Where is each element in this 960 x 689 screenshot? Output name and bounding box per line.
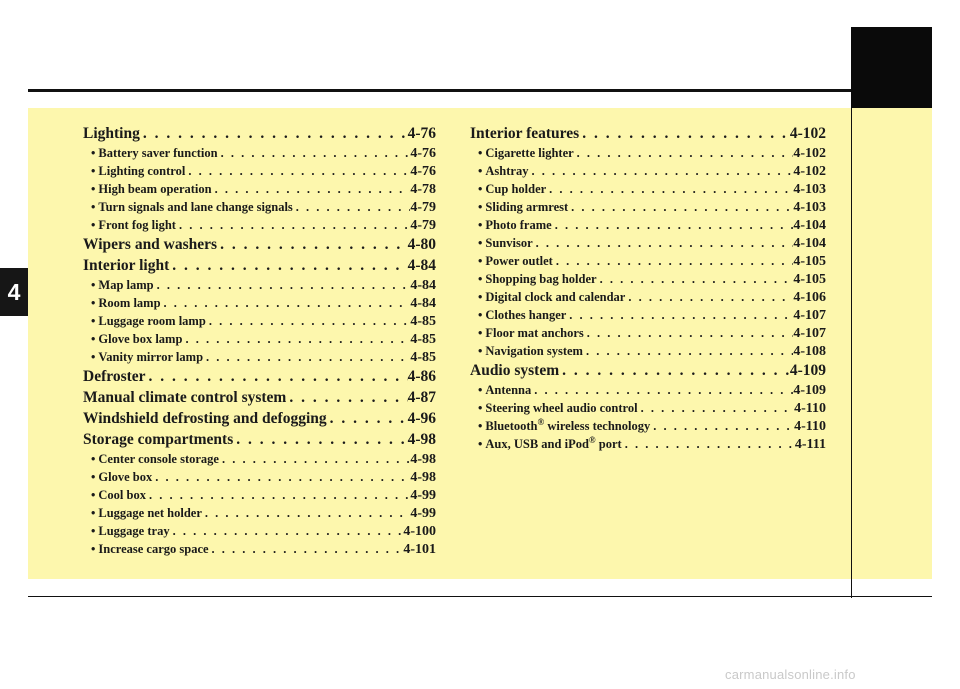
bullet-icon: • — [478, 344, 483, 358]
leader-dots — [568, 198, 793, 216]
toc-page-number: 4-85 — [410, 314, 436, 329]
toc-entry-label: • Steering wheel audio control — [478, 401, 638, 415]
toc-entry-label: Wipers and washers — [83, 236, 218, 253]
toc-subsection-entry[interactable] — [83, 216, 436, 234]
toc-page-number: 4-110 — [794, 401, 826, 416]
bullet-icon: • — [91, 218, 96, 232]
toc-entry-label: • Map lamp — [91, 278, 154, 292]
bullet-icon: • — [91, 488, 96, 502]
toc-left-column — [83, 123, 436, 558]
toc-section-entry[interactable] — [83, 234, 436, 255]
leader-dots — [650, 417, 794, 435]
bullet-icon: • — [91, 470, 96, 484]
bullet-icon: • — [91, 452, 96, 466]
leader-dots — [212, 180, 411, 198]
bullet-icon: • — [91, 350, 96, 364]
section-tab-block — [851, 27, 932, 108]
toc-entry-label: • Increase cargo space — [91, 542, 209, 556]
leader-dots — [622, 435, 795, 453]
toc-entry-label: • Vanity mirror lamp — [91, 350, 204, 364]
leader-dots — [152, 468, 410, 486]
toc-entry-label: • Cup holder — [478, 182, 547, 196]
toc-page-number: 4-103 — [793, 200, 826, 215]
toc-page-number: 4-76 — [410, 164, 436, 179]
toc-subsection-entry[interactable] — [83, 468, 436, 486]
toc-entry-label: • Luggage tray — [91, 524, 170, 538]
leader-dots — [185, 162, 410, 180]
toc-page-number: 4-76 — [407, 125, 436, 142]
bullet-icon: • — [478, 146, 483, 160]
leader-dots — [528, 162, 793, 180]
toc-subsection-entry[interactable] — [470, 252, 826, 270]
toc-section-entry[interactable] — [83, 123, 436, 144]
toc-page-number: 4-84 — [410, 278, 436, 293]
toc-page-number: 4-85 — [410, 332, 436, 347]
leader-dots — [597, 270, 794, 288]
leader-dots — [209, 540, 404, 558]
toc-entry-label: • Center console storage — [91, 452, 219, 466]
toc-section-entry[interactable] — [83, 387, 436, 408]
bullet-icon: • — [91, 146, 96, 160]
toc-page-number: 4-108 — [793, 344, 826, 359]
toc-entry-label: • Navigation system — [478, 344, 583, 358]
bullet-icon: • — [91, 524, 96, 538]
leader-dots — [206, 312, 411, 330]
toc-subsection-entry[interactable] — [470, 324, 826, 342]
bullet-icon: • — [478, 401, 483, 415]
toc-entry-label: • Ashtray — [478, 164, 529, 178]
toc-page-number: 4-98 — [410, 470, 436, 485]
toc-page-number: 4-85 — [410, 350, 436, 365]
toc-entry-label: • Shopping bag holder — [478, 272, 597, 286]
toc-entry-label: • Cool box — [91, 488, 146, 502]
bullet-icon: • — [478, 200, 483, 214]
toc-page-number: 4-80 — [407, 236, 436, 253]
toc-page-number: 4-109 — [789, 362, 826, 379]
toc-page-number: 4-104 — [793, 218, 826, 233]
leader-dots — [176, 216, 410, 234]
leader-dots — [566, 306, 793, 324]
toc-entry-label: • Glove box — [91, 470, 153, 484]
leader-dots — [286, 387, 407, 408]
toc-page-number: 4-99 — [410, 506, 436, 521]
toc-page-number: 4-103 — [793, 182, 826, 197]
toc-page-number: 4-105 — [793, 272, 826, 287]
leader-dots — [218, 144, 411, 162]
toc-entry-label: • Power outlet — [478, 254, 553, 268]
toc-entry-label: • Antenna — [478, 383, 532, 397]
toc-entry-label: Interior features — [470, 125, 580, 142]
toc-subsection-entry[interactable] — [83, 198, 436, 216]
toc-page-number: 4-106 — [793, 290, 826, 305]
bullet-icon: • — [478, 326, 483, 340]
toc-entry-label: Storage compartments — [83, 431, 234, 448]
toc-page-number: 4-107 — [793, 326, 826, 341]
toc-entry-label: • Digital clock and calendar — [478, 290, 626, 304]
toc-section-entry[interactable] — [470, 123, 826, 144]
toc-entry-label: • Bluetooth® wireless technology — [478, 417, 651, 433]
leader-dots — [161, 294, 411, 312]
toc-entry-label: • Floor mat anchors — [478, 326, 584, 340]
toc-entry-label: • Sunvisor — [478, 236, 533, 250]
toc-entry-label: • Turn signals and lane change signals — [91, 200, 293, 214]
toc-subsection-entry[interactable] — [83, 522, 436, 540]
chapter-tab[interactable]: 4 — [0, 268, 28, 316]
leader-dots — [533, 234, 794, 252]
toc-subsection-entry[interactable] — [470, 342, 826, 360]
leader-dots — [552, 216, 794, 234]
toc-section-entry[interactable] — [83, 429, 436, 450]
toc-subsection-entry[interactable] — [470, 234, 826, 252]
toc-page-number: 4-105 — [793, 254, 826, 269]
toc-entry-label: • Battery saver function — [91, 146, 218, 160]
toc-page-number: 4-100 — [403, 524, 436, 539]
toc-page-number: 4-110 — [794, 419, 826, 434]
toc-page-number: 4-101 — [403, 542, 436, 557]
toc-page-number: 4-76 — [410, 146, 436, 161]
leader-dots — [584, 324, 794, 342]
toc-entry-label: • High beam operation — [91, 182, 212, 196]
toc-section-entry[interactable] — [83, 408, 436, 429]
toc-entry-label: • Sliding armrest — [478, 200, 569, 214]
toc-entry-label: Manual climate control system — [83, 389, 287, 406]
toc-page-number: 4-79 — [410, 200, 436, 215]
toc-page-number: 4-84 — [407, 257, 436, 274]
toc-entry-label: Interior light — [83, 257, 170, 274]
leader-dots — [638, 399, 795, 417]
toc-entry-label: • Cigarette lighter — [478, 146, 574, 160]
toc-subsection-entry[interactable] — [83, 486, 436, 504]
margin-rule — [851, 108, 852, 598]
leader-dots — [219, 450, 410, 468]
toc-page-number: 4-109 — [793, 383, 826, 398]
toc-entry-label: • Front fog light — [91, 218, 176, 232]
toc-entry-label: Lighting — [83, 125, 140, 142]
toc-page-number: 4-111 — [794, 437, 826, 452]
leader-dots — [146, 366, 408, 387]
bullet-icon: • — [478, 290, 483, 304]
leader-dots — [217, 234, 408, 255]
toc-entry-label: Windshield defrosting and defogging — [83, 410, 327, 427]
bullet-icon: • — [478, 164, 483, 178]
toc-page-number: 4-99 — [410, 488, 436, 503]
leader-dots — [169, 255, 407, 276]
bullet-icon: • — [91, 506, 96, 520]
toc-subsection-entry[interactable] — [83, 450, 436, 468]
bullet-icon: • — [478, 419, 483, 433]
bullet-icon: • — [91, 542, 96, 556]
toc-subsection-entry[interactable] — [470, 144, 826, 162]
leader-dots — [233, 429, 407, 450]
toc-subsection-entry[interactable] — [83, 162, 436, 180]
toc-subsection-entry[interactable] — [470, 288, 826, 306]
leader-dots — [579, 123, 790, 144]
toc-entry-label: • Luggage room lamp — [91, 314, 206, 328]
leader-dots — [583, 342, 793, 360]
toc-page-number: 4-102 — [793, 164, 826, 179]
leader-dots — [154, 276, 411, 294]
toc-entry-label: • Photo frame — [478, 218, 552, 232]
toc-subsection-entry[interactable] — [470, 399, 826, 417]
bullet-icon: • — [478, 437, 483, 451]
bullet-icon: • — [478, 254, 483, 268]
toc-entry-label: • Clothes hanger — [478, 308, 567, 322]
bullet-icon: • — [478, 272, 483, 286]
leader-dots — [546, 180, 793, 198]
bullet-icon: • — [91, 182, 96, 196]
toc-subsection-entry[interactable] — [470, 180, 826, 198]
bullet-icon: • — [91, 164, 96, 178]
toc-page-number: 4-79 — [410, 218, 436, 233]
bullet-icon: • — [91, 314, 96, 328]
toc-section-entry[interactable] — [83, 255, 436, 276]
toc-subsection-entry[interactable] — [470, 270, 826, 288]
toc-page-number: 4-96 — [407, 410, 436, 427]
leader-dots — [574, 144, 794, 162]
bullet-icon: • — [478, 182, 483, 196]
toc-page-number: 4-78 — [410, 182, 436, 197]
bullet-icon: • — [478, 308, 483, 322]
leader-dots — [170, 522, 404, 540]
toc-subsection-entry[interactable] — [470, 435, 826, 453]
toc-subsection-entry[interactable] — [470, 216, 826, 234]
leader-dots — [531, 381, 793, 399]
leader-dots — [625, 288, 793, 306]
toc-page-number: 4-98 — [410, 452, 436, 467]
toc-entry-label: • Aux, USB and iPod® port — [478, 435, 622, 451]
bullet-icon: • — [91, 296, 96, 310]
leader-dots — [559, 360, 790, 381]
toc-page-number: 4-102 — [793, 146, 826, 161]
toc-subsection-entry[interactable] — [470, 162, 826, 180]
watermark: carmanualsonline.info — [725, 667, 856, 682]
toc-subsection-entry[interactable] — [470, 198, 826, 216]
toc-entry-label: • Glove box lamp — [91, 332, 183, 346]
leader-dots — [293, 198, 411, 216]
toc-subsection-entry[interactable] — [83, 348, 436, 366]
bullet-icon: • — [478, 218, 483, 232]
toc-page-number: 4-104 — [793, 236, 826, 251]
toc-subsection-entry[interactable] — [83, 294, 436, 312]
leader-dots — [553, 252, 793, 270]
toc-section-entry[interactable] — [470, 360, 826, 381]
toc-page-number: 4-98 — [407, 431, 436, 448]
toc-section-entry[interactable] — [83, 366, 436, 387]
toc-subsection-entry[interactable] — [470, 417, 826, 435]
bullet-icon: • — [91, 332, 96, 346]
toc-entry-label: • Lighting control — [91, 164, 186, 178]
toc-page-number: 4-87 — [407, 389, 436, 406]
toc-subsection-entry[interactable] — [83, 180, 436, 198]
bullet-icon: • — [478, 383, 483, 397]
leader-dots — [182, 330, 410, 348]
leader-dots — [203, 348, 410, 366]
toc-page-number: 4-102 — [789, 125, 826, 142]
toc-page-number: 4-107 — [793, 308, 826, 323]
leader-dots — [202, 504, 410, 522]
toc-subsection-entry[interactable] — [83, 312, 436, 330]
toc-entry-label: • Luggage net holder — [91, 506, 202, 520]
bullet-icon: • — [478, 236, 483, 250]
top-rule — [28, 89, 932, 92]
bullet-icon: • — [91, 278, 96, 292]
bottom-rule — [28, 596, 932, 597]
leader-dots — [146, 486, 410, 504]
toc-right-column — [470, 123, 826, 453]
toc-page-number: 4-84 — [410, 296, 436, 311]
toc-page-number: 4-86 — [407, 368, 436, 385]
toc-subsection-entry[interactable] — [83, 504, 436, 522]
toc-entry-label: Audio system — [470, 362, 560, 379]
toc-subsection-entry[interactable] — [83, 276, 436, 294]
leader-dots — [327, 408, 408, 429]
toc-subsection-entry[interactable] — [83, 330, 436, 348]
toc-subsection-entry[interactable] — [470, 306, 826, 324]
toc-entry-label: Defroster — [83, 368, 146, 385]
bullet-icon: • — [91, 200, 96, 214]
toc-subsection-entry[interactable] — [470, 381, 826, 399]
toc-subsection-entry[interactable] — [83, 144, 436, 162]
toc-entry-label: • Room lamp — [91, 296, 161, 310]
leader-dots — [140, 123, 408, 144]
toc-subsection-entry[interactable] — [83, 540, 436, 558]
